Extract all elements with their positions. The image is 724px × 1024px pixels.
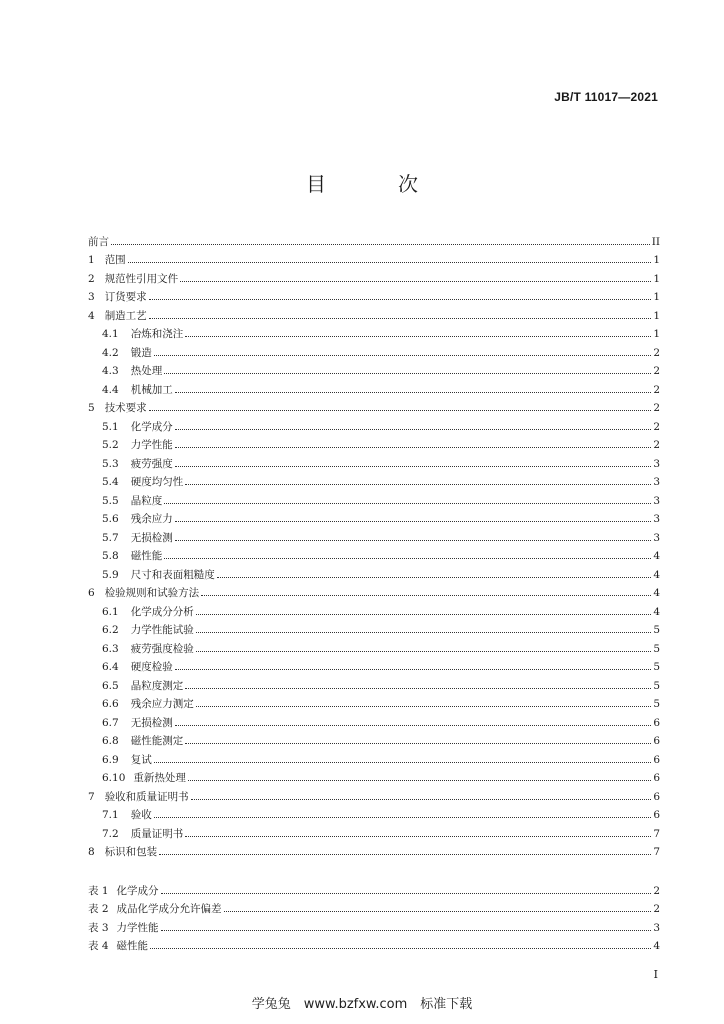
entry-number: 6.7 [102, 716, 119, 729]
entry-number: 4.4 [102, 383, 119, 396]
toc-entry[interactable] [88, 396, 660, 415]
entry-number: 5.6 [102, 513, 119, 525]
leader-dots [175, 540, 652, 541]
toc-entry[interactable] [88, 655, 660, 674]
entry-number: 7.1 [102, 809, 119, 821]
entry-title: 锻造 [130, 346, 152, 359]
leader-dots [154, 355, 652, 356]
entry-page: 3 [653, 513, 660, 525]
entry-number: 6.1 [102, 605, 119, 618]
entry-title: 验收 [130, 809, 152, 821]
toc-entry[interactable] [88, 322, 660, 341]
entry-title: 化学成分 [116, 884, 159, 897]
toc-heading: 目 次 [306, 172, 444, 196]
entry-title: 复试 [130, 753, 152, 766]
page-number: I [653, 968, 658, 981]
entry-title: 力学性能 [116, 921, 159, 934]
leader-dots [191, 799, 652, 800]
entry-number: 5.4 [102, 476, 119, 488]
toc-entry[interactable] [88, 525, 660, 544]
entry-number: 4.1 [102, 328, 119, 340]
entry-number: 6.8 [102, 735, 119, 747]
toc-entry[interactable] [88, 229, 660, 248]
leader-dots [196, 614, 652, 615]
toc-entry[interactable] [88, 673, 660, 692]
entry-page: 2 [653, 365, 660, 377]
leader-dots [159, 854, 651, 855]
leader-dots [164, 503, 651, 504]
entry-title: 硬度均匀性 [130, 476, 184, 488]
entry-number: 6 [88, 587, 95, 599]
entry-number: 6.5 [102, 679, 119, 692]
leader-dots [149, 410, 652, 411]
entry-title: 残余应力测定 [130, 698, 194, 710]
leader-dots [175, 725, 652, 726]
toc-entry[interactable] [88, 636, 660, 655]
toc-entry[interactable] [88, 766, 660, 785]
leader-dots [175, 429, 652, 430]
entry-title: 规范性引用文件 [104, 272, 179, 285]
toc-entry[interactable] [88, 599, 660, 618]
toc-entry[interactable] [88, 821, 660, 840]
entry-page: 4 [653, 605, 660, 618]
entry-page: 2 [653, 903, 660, 915]
toc-entry[interactable] [88, 248, 660, 267]
toc-entry[interactable] [88, 562, 660, 581]
leader-dots [185, 336, 651, 337]
entry-number: 5.3 [102, 457, 119, 470]
entry-page: 5 [653, 642, 660, 655]
entry-page: 1 [653, 309, 660, 322]
toc-entry[interactable] [88, 803, 660, 822]
entry-page: 3 [653, 531, 660, 544]
leader-dots [224, 911, 652, 912]
entry-number: 6.6 [102, 698, 119, 710]
entry-title: 成品化学成分允许偏差 [116, 903, 222, 915]
toc-entry[interactable] [88, 729, 660, 748]
leader-dots [154, 762, 652, 763]
entry-page: 1 [653, 328, 660, 340]
toc-entry[interactable] [88, 544, 660, 563]
leader-dots [175, 466, 652, 467]
entry-title: 制造工艺 [104, 309, 147, 322]
entry-number: 1 [88, 254, 95, 266]
entry-page: 7 [653, 827, 660, 840]
toc-entry[interactable] [88, 488, 660, 507]
entry-page: 6 [653, 809, 660, 821]
entry-page: 7 [653, 846, 660, 858]
toc-entry[interactable] [88, 377, 660, 396]
toc-entry[interactable] [88, 340, 660, 359]
entry-page: 6 [653, 735, 660, 747]
leader-dots [185, 688, 651, 689]
toc-entry[interactable] [88, 784, 660, 803]
entry-title: 机械加工 [130, 383, 173, 396]
toc-entry[interactable] [88, 710, 660, 729]
leader-dots [185, 743, 651, 744]
entry-page: 2 [653, 346, 660, 359]
leader-dots [196, 706, 652, 707]
entry-page: 3 [653, 476, 660, 488]
entry-title: 无损检测 [130, 531, 173, 544]
leader-dots [154, 817, 652, 818]
entry-title: 热处理 [130, 365, 163, 377]
entry-title: 重新热处理 [133, 772, 186, 784]
leader-dots [161, 930, 652, 931]
entry-number: 表 4 [88, 940, 109, 952]
footer-watermark: 学兔兔 www.bzfxw.com 标准下载 [251, 997, 473, 1012]
entry-page: 2 [653, 420, 660, 433]
entry-page: 6 [653, 753, 660, 766]
entry-title: 技术要求 [104, 402, 147, 414]
leader-dots [111, 244, 650, 245]
entry-title: 标识和包装 [104, 846, 158, 858]
toc-entry[interactable] [88, 747, 660, 766]
entry-page: 5 [653, 698, 660, 710]
entry-title: 前言 [88, 235, 109, 248]
entry-number: 5.2 [102, 439, 119, 451]
entry-number: 4 [88, 309, 95, 322]
leader-dots [217, 577, 652, 578]
table-entry[interactable] [88, 897, 660, 916]
entry-number: 6.4 [102, 661, 119, 673]
entry-title: 化学成分 [130, 420, 173, 433]
toc-entry[interactable] [88, 433, 660, 452]
entry-number: 8 [88, 846, 95, 858]
entry-title: 力学性能试验 [130, 624, 194, 636]
entry-page: 4 [653, 550, 660, 562]
entry-title: 硬度检验 [130, 661, 173, 673]
leader-dots [180, 281, 651, 282]
leader-dots [164, 558, 651, 559]
entry-number: 5.7 [102, 531, 119, 544]
entry-number: 5.5 [102, 494, 119, 507]
toc-entry[interactable] [88, 692, 660, 711]
leader-dots [128, 262, 652, 263]
table-entry[interactable] [88, 934, 660, 953]
entry-page: 6 [653, 772, 660, 784]
leader-dots [185, 484, 651, 485]
entry-page: 1 [653, 254, 660, 266]
entry-number: 5.1 [102, 420, 119, 433]
leader-dots [196, 651, 652, 652]
entry-title: 范围 [104, 254, 126, 266]
entry-page: 4 [653, 568, 660, 581]
entry-page: 5 [653, 679, 660, 692]
entry-title: 尺寸和表面粗糙度 [130, 568, 215, 581]
document-code: JB/T 11017—2021 [554, 90, 658, 104]
entry-title: 化学成分分析 [130, 605, 194, 618]
entry-title: 检验规则和试验方法 [104, 587, 200, 599]
leader-dots [175, 447, 652, 448]
entry-title: 磁性能 [116, 940, 149, 952]
leader-dots [188, 780, 651, 781]
leader-dots [149, 318, 652, 319]
entry-title: 无损检测 [130, 716, 173, 729]
entry-page: 4 [653, 587, 660, 599]
entry-title: 晶粒度测定 [130, 679, 184, 692]
toc-list [88, 229, 660, 858]
leader-dots [161, 893, 652, 894]
entry-number: 6.9 [102, 753, 119, 766]
entry-title: 磁性能 [130, 550, 163, 562]
toc-entry[interactable] [88, 581, 660, 600]
entry-page: 6 [653, 790, 660, 803]
entry-page: 2 [653, 402, 660, 414]
entry-number: 表 3 [88, 921, 109, 934]
toc-entry[interactable] [88, 266, 660, 285]
entry-number: 4.3 [102, 365, 119, 377]
toc-entry[interactable] [88, 359, 660, 378]
toc-entry[interactable] [88, 303, 660, 322]
entry-title: 验收和质量证明书 [104, 790, 189, 803]
leader-dots [164, 373, 651, 374]
entry-number: 5.9 [102, 568, 119, 581]
entry-number: 5 [88, 402, 95, 414]
entry-title: 疲劳强度检验 [130, 642, 194, 655]
entry-page: 2 [653, 439, 660, 451]
entry-title: 磁性能测定 [130, 735, 184, 747]
toc-entry[interactable] [88, 507, 660, 526]
entry-number: 表 1 [88, 884, 109, 897]
entry-title: 冶炼和浇注 [130, 328, 184, 340]
entry-number: 6.3 [102, 642, 119, 655]
entry-number: 4.2 [102, 346, 119, 359]
table-entry[interactable] [88, 915, 660, 934]
entry-page: 2 [653, 383, 660, 396]
entry-title: 力学性能 [130, 439, 173, 451]
leader-dots [201, 595, 651, 596]
entry-number: 2 [88, 272, 95, 285]
entry-page: 3 [653, 494, 660, 507]
entry-page: 5 [653, 624, 660, 636]
entry-number: 表 2 [88, 903, 109, 915]
entry-title: 晶粒度 [130, 494, 163, 507]
toc-entry[interactable] [88, 470, 660, 489]
leader-dots [196, 632, 652, 633]
toc-entry[interactable] [88, 451, 660, 470]
entry-number: 6.10 [102, 772, 126, 784]
entry-page: 2 [653, 884, 660, 897]
entry-title: 订货要求 [104, 291, 147, 303]
entry-number: 6.2 [102, 624, 119, 636]
toc-entry[interactable] [88, 414, 660, 433]
entry-title: 质量证明书 [130, 827, 184, 840]
leader-dots [149, 299, 652, 300]
leader-dots [150, 948, 651, 949]
entry-page: 5 [653, 661, 660, 673]
leader-dots [185, 836, 651, 837]
entry-number: 7.2 [102, 827, 119, 840]
table-entry[interactable] [88, 878, 660, 897]
entry-page: 3 [653, 921, 660, 934]
entry-page: 3 [653, 457, 660, 470]
entry-number: 5.8 [102, 550, 119, 562]
entry-title: 疲劳强度 [130, 457, 173, 470]
toc-entry[interactable] [88, 285, 660, 304]
entry-title: 残余应力 [130, 513, 173, 525]
entry-page: 1 [653, 272, 660, 285]
entry-page: 1 [653, 291, 660, 303]
leader-dots [175, 392, 652, 393]
entry-page: 4 [653, 940, 660, 952]
toc-entry[interactable] [88, 840, 660, 859]
entry-page: II [651, 235, 660, 248]
entry-page: 6 [653, 716, 660, 729]
leader-dots [175, 521, 652, 522]
toc-entry[interactable] [88, 618, 660, 637]
entry-number: 7 [88, 790, 95, 803]
leader-dots [175, 669, 652, 670]
table-list [88, 878, 660, 952]
entry-number: 3 [88, 291, 95, 303]
